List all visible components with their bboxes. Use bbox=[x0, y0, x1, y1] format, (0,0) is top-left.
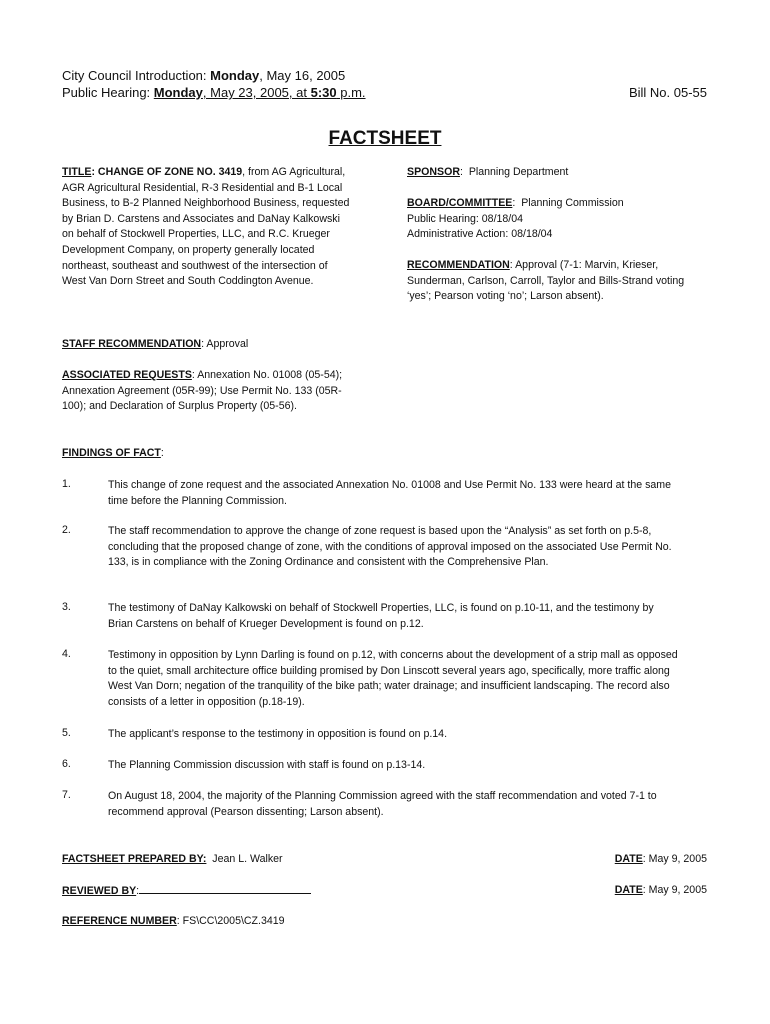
findings-heading: FINDINGS OF FACT: bbox=[62, 447, 164, 459]
prepared-by: FACTSHEET PREPARED BY: Jean L. Walker bbox=[62, 853, 283, 865]
reviewed-by: REVIEWED BY: bbox=[62, 883, 311, 900]
council-introduction-line: City Council Introduction: Monday, May 16, 2005 bbox=[62, 68, 346, 83]
page-title: FACTSHEET bbox=[328, 128, 442, 149]
prepared-date: DATE: May 9, 2005 bbox=[614, 853, 707, 865]
signature-line bbox=[139, 883, 311, 894]
staff-recommendation: STAFF RECOMMENDATION: Approval bbox=[62, 338, 249, 350]
associated-requests: ASSOCIATED REQUESTS: Annexation No. 01008 (05-54); Annexation Agreement (05R-99); Use Permit No. 133 (05R-100); and Declaration of Surplus Property (05-56). bbox=[62, 369, 343, 413]
bill-number: Bill No. 05-55 bbox=[628, 85, 707, 100]
reviewed-date: DATE: May 9, 2005 bbox=[614, 884, 707, 896]
reference-number: REFERENCE NUMBER: FS\CC\2005\CZ.3419 bbox=[62, 915, 285, 927]
sponsor-block: SPONSOR: Planning Department bbox=[407, 166, 569, 178]
public-hearing-line: Public Hearing: Monday, May 23, 2005, at 5:30 p.m. bbox=[62, 85, 366, 100]
board-block: BOARD/COMMITTEE: Planning Commission Public Hearing: 08/18/04 Administrative Action: 08/18/04 bbox=[407, 197, 624, 241]
title-block: TITLE: CHANGE OF ZONE NO. 3419, from AG Agricultural, AGR Agricultural Residential, R-3 Residential and B-1 Local Business, to B-2 Planned Neighborhood Business, requested by Brian D. Carstens and Associates and DaNay Kalkowski on behalf of Stockwell Properties, LLC, and R.C. Krueger Development Company, on property generally located northeast, southeast and southwest of the intersection of West Van Dorn Street and South Coddington Avenue. bbox=[62, 166, 350, 288]
recommendation-block: RECOMMENDATION: Approval (7-1: Marvin, Krieser, Sunderman, Carlson, Carroll, Taylor and Bills-Strand voting ‘yes’; Pearson voting ‘no’; Larson absent). bbox=[407, 259, 685, 303]
